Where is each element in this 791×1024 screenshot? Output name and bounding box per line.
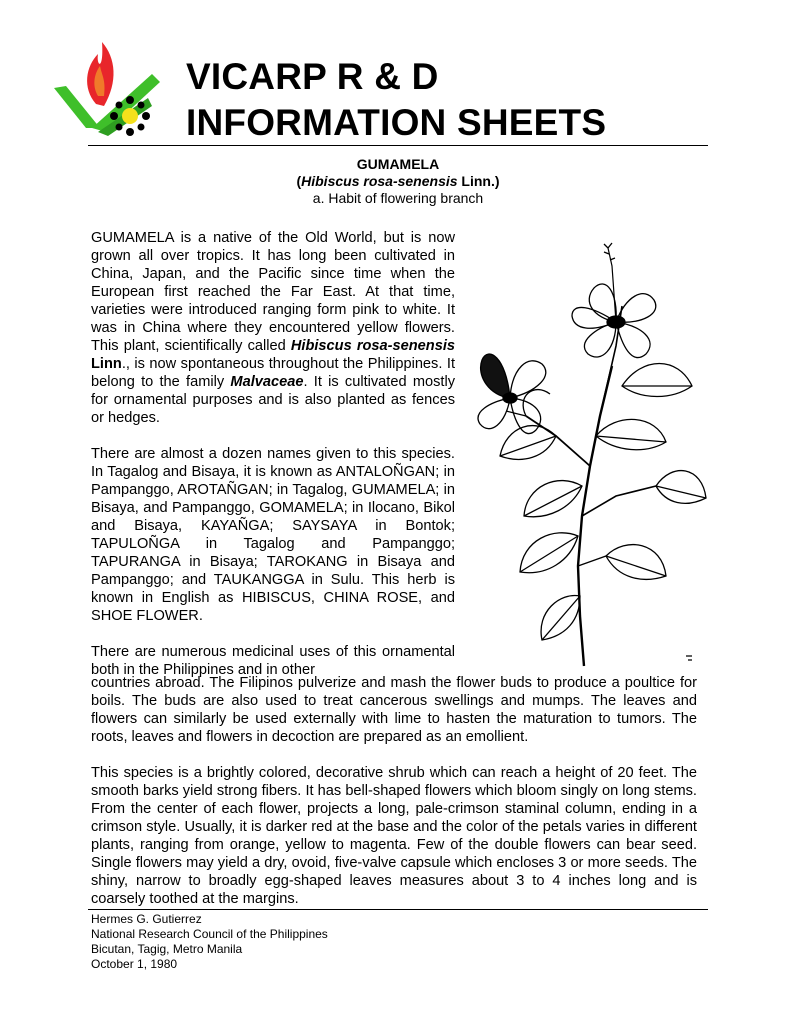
vicarp-logo-icon xyxy=(52,36,164,142)
paragraph-medicinal: countries abroad. The Filipinos pulverize and mash the flower buds to produce a poultice for boils. The buds are also used to treat cancerous swellings and mumps. The leaves and flowers can similarly be used externally with lime to hasten the maturation to tumors. The roots, leaves and flowers in decoction are prepared as an emollient. xyxy=(91,675,697,745)
paragraph-names: There are almost a dozen names given to this species. In Tagalog and Bisaya, it is known as ANTALOÑGAN; in Pampanggo, AROTAÑGAN; in Tagalog, GUMAMELA; in Bisaya, and Pampanggo, GOMAMELA; in Ilocano, Bikol and Bisaya, KAYAÑGA; SAYSAYA in Bontok; TAPULOÑGA in Tagalog and Pampanggo; TAPURANGA in Bisaya; TAROKANG in Bisaya and Pampanggo; and TAUKANGGA in Sulu. This herb is known in English as HIBISCUS, CHINA ROSE, and SHOE FLOWER. xyxy=(91,446,455,624)
footer-organization: National Research Council of the Philippines xyxy=(91,927,328,941)
paragraph-origin: GUMAMELA is a native of the Old World, but is now grown all over tropics. It has long been cultivated in China, Japan, and the Pacific since time when the European first reached the Far East. At that time, varieties were introduced ranging form pink to white. It was in China where they encountered yellow flowers. This plant, scientifically called Hibiscus rosa-senensis Linn., is now spontaneous throughout the Philippines. It belong to the family Malvaceae. It is cultivated mostly for ornamental purposes and is also planted as fences or hedges. xyxy=(91,230,455,426)
footer-date: October 1, 1980 xyxy=(91,957,178,971)
scientific-name-inline: Hibiscus rosa-senensis xyxy=(290,338,455,354)
scientific-name: Hibiscus rosa-senensis xyxy=(301,173,458,189)
footer-author: Hermes G. Gutierrez xyxy=(91,912,202,926)
paragraph-description: This species is a brightly colored, decorative shrub which can reach a height of 20 feet. The smooth barks yield strong fibers. It has bell-shaped flowers which bloom singly on long stems. From the center of each flower, projects a long, pale-crimson staminal column, ending in a crimson style. Usually, it is darker red at the base and the color of the petals varies in different plants, ranging from orange, yellow to magenta. Few of the double flowers can bear seed. Single flowers may yield a dry, ovoid, five-valve capsule which encloses 3 or more seeds. The shiny, narrow to broadly egg-shaped leaves measures about 3 to 4 inches long and is coarsely toothed at the margins. xyxy=(91,765,697,907)
common-name: GUMAMELA xyxy=(356,156,440,172)
scientific-name-line: (Hibiscus rosa-senensis Linn.) xyxy=(296,173,500,189)
title-line-1: VICARP R & D xyxy=(186,56,439,97)
figure-caption: a. Habit of flowering branch xyxy=(312,190,484,206)
paragraph-medicinal-start: There are numerous medicinal uses of this ornamental both in the Philippines and in other xyxy=(91,644,455,678)
document-title xyxy=(186,54,606,146)
footer-divider xyxy=(88,909,708,910)
hibiscus-branch-drawing-icon xyxy=(466,236,710,668)
header-divider xyxy=(88,145,708,146)
footer-address: Bicutan, Tagig, Metro Manila xyxy=(91,942,243,956)
title-line-2: INFORMATION SHEETS xyxy=(186,102,607,143)
sheet-heading xyxy=(88,156,708,207)
footer xyxy=(91,912,328,972)
body-column xyxy=(91,229,455,679)
family-name: Malvaceae xyxy=(230,374,304,390)
